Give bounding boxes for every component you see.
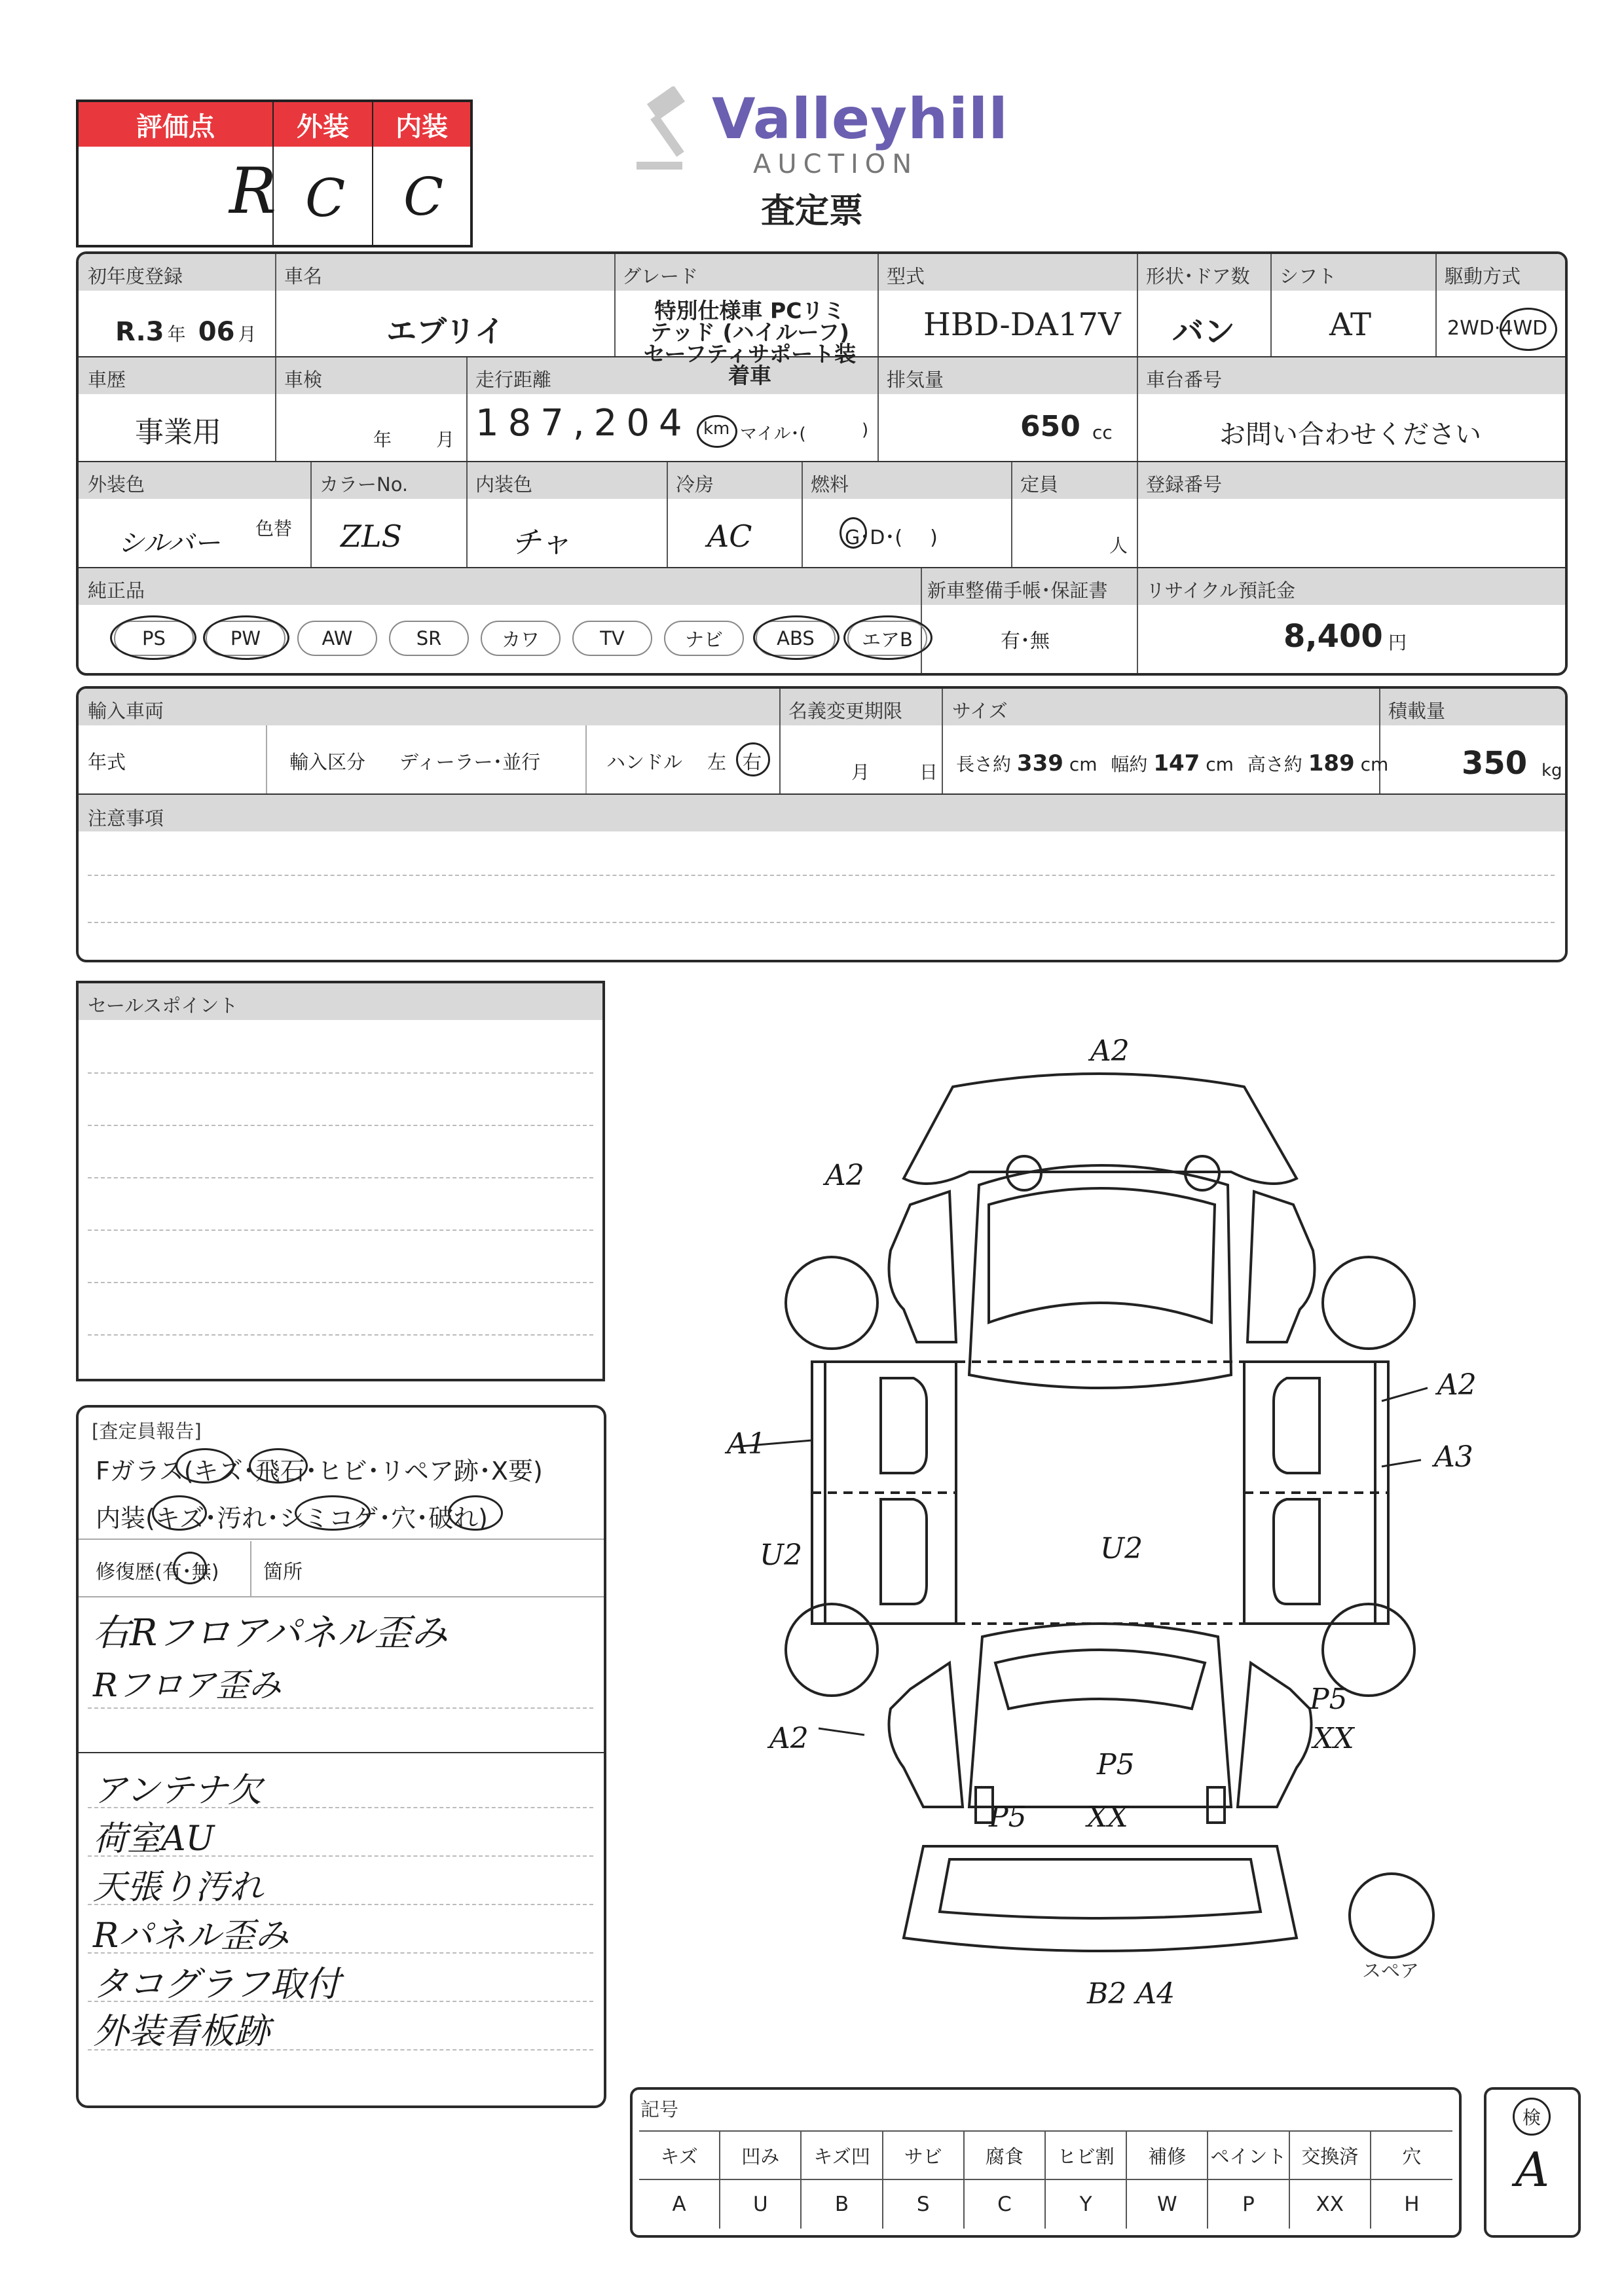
interior-label: 内装 — [373, 102, 470, 147]
history-value: 事業用 — [135, 416, 221, 449]
mark-bumper: B2 A4 — [1087, 1977, 1175, 2011]
legend-name-corrosion: 腐食 — [965, 2132, 1046, 2180]
grade-box — [76, 100, 473, 247]
logo — [630, 86, 1008, 231]
legend-code-c: C — [965, 2180, 1046, 2229]
spare-label: スペア — [1362, 1959, 1420, 1982]
displacement-value: 650 — [1020, 410, 1080, 443]
int-color-value: チャ — [511, 524, 570, 560]
handle-label: ハンドル — [606, 751, 683, 773]
manual-label: 新車整備手帳･保証書 — [927, 579, 1108, 602]
inspector-title: [査定員報告] — [92, 1420, 202, 1442]
recycle-unit: 円 — [1388, 632, 1407, 653]
car-name-value: エブリイ — [386, 314, 505, 349]
legend-name-crack: ヒビ割 — [1046, 2132, 1127, 2180]
size-values: 長さ約 339 cm 幅約 147 cm 高さ約 189 cm — [956, 750, 1389, 776]
interior-scratch-circle — [152, 1495, 207, 1531]
other-note-4: Rパネル歪み — [93, 1916, 289, 1956]
brand-name: Valleyhill — [712, 86, 1008, 152]
mileage-value: 187,204 — [475, 402, 692, 445]
legend-code-h: H — [1404, 2193, 1420, 2216]
legend-code-s: S — [883, 2180, 965, 2229]
int-color-label: 内装色 — [475, 473, 533, 496]
other-note-3: 天張り汚れ — [93, 1868, 264, 1907]
mileage-label: 走行距離 — [475, 369, 552, 391]
mileage-mile: マイル･( — [740, 424, 806, 444]
gavel-icon — [630, 86, 709, 178]
legend-name-paint: ペイント — [1208, 2132, 1289, 2180]
ac-label: 冷房 — [676, 473, 714, 496]
ext-color-label: 外装色 — [88, 473, 145, 496]
legend-code-a: A — [639, 2180, 720, 2229]
car-diagram — [707, 1034, 1493, 2056]
recycle-label: リサイクル預託金 — [1146, 579, 1295, 602]
check-value: A — [1515, 2142, 1549, 2197]
body-label: 形状･ドア数 — [1146, 265, 1250, 287]
inspection-month-unit: 月 — [436, 429, 455, 450]
grade-field-label: グレード — [622, 265, 699, 287]
mark-rear-left-a2: A2 — [769, 1722, 809, 1755]
repair-note-1: 右Rフロアパネル歪み — [93, 1612, 448, 1654]
load-label: 積載量 — [1388, 700, 1446, 722]
option-abs: ABS — [756, 621, 836, 656]
legend-name-scratch: キズ — [639, 2132, 720, 2180]
notes-label: 注意事項 — [88, 807, 164, 829]
legend-name-hole: 穴 — [1371, 2132, 1452, 2180]
option-ps: PS — [114, 621, 194, 656]
legend-code-p: P — [1208, 2180, 1289, 2229]
import-type-label: 輸入区分 — [289, 751, 366, 773]
first-reg-label: 初年度登録 — [88, 265, 183, 287]
repair-history: 修復歴(有･無) — [96, 1561, 219, 1584]
load-unit: kg — [1541, 761, 1562, 780]
mark-right-a3: A3 — [1434, 1440, 1473, 1474]
model-value: HBD-DA17V — [923, 306, 1121, 343]
capacity-unit: 人 — [1109, 535, 1128, 556]
color-no-label: カラーNo. — [320, 473, 409, 496]
recycle-value: 8,400 — [1283, 618, 1383, 655]
name-change-label: 名義変更期限 — [788, 700, 903, 722]
name-change-day: 日 — [919, 761, 938, 783]
model-label: 型式 — [887, 265, 925, 287]
body-value: バン — [1172, 314, 1236, 350]
sales-point-box — [76, 981, 605, 1381]
option-sr: SR — [389, 621, 469, 656]
spec-box — [76, 251, 1568, 676]
mileage-km: km — [703, 419, 730, 439]
fglass-chip-circle — [249, 1448, 308, 1484]
mark-left-u2: U2 — [760, 1539, 803, 1572]
sales-point-label: セールスポイント — [88, 994, 238, 1017]
repaint-label: 色替 — [255, 518, 293, 539]
color-no-value: ZLS — [341, 519, 403, 554]
option-leather: カワ — [481, 621, 561, 656]
load-value: 350 — [1462, 745, 1528, 782]
mark-rear-right-p5: P5 — [1310, 1683, 1348, 1716]
handle-right: 右 — [743, 751, 762, 773]
displacement-unit: cc — [1092, 422, 1113, 443]
car-name-label: 車名 — [284, 265, 323, 287]
size-label: サイズ — [952, 700, 1008, 722]
name-change-month: 月 — [851, 761, 870, 783]
legend-code-u: U — [720, 2180, 802, 2229]
import-box — [76, 686, 1568, 962]
first-reg-value: R.3 年 06 月 — [115, 317, 257, 347]
fuel-label: 燃料 — [811, 473, 849, 496]
legend-name-scratch-dent: キズ凹 — [802, 2132, 883, 2180]
legend-title: 記号 — [640, 2098, 679, 2121]
other-note-2: 荷室AU — [93, 1819, 215, 1859]
fuel-value: G･D･( ) — [845, 526, 938, 549]
exterior-label: 外装 — [274, 102, 372, 147]
shift-value: AT — [1329, 306, 1372, 343]
drive-4wd-circle — [1500, 308, 1557, 351]
genuine-label: 純正品 — [88, 579, 145, 602]
other-note-1: アンテナ欠 — [93, 1771, 262, 1810]
mileage-close: ) — [862, 420, 869, 440]
fuel-g-circle — [840, 517, 867, 549]
grade-label: 評価点 — [79, 102, 272, 147]
legend-code-y: Y — [1046, 2180, 1127, 2229]
location-label: 箇所 — [263, 1561, 303, 1584]
interior-tear-circle — [448, 1495, 503, 1531]
brand-sub: AUCTION — [753, 149, 919, 179]
handle-left: 左 — [707, 751, 727, 773]
mark-front-left-a2: A2 — [825, 1159, 864, 1192]
mark-left-a1: A1 — [727, 1427, 766, 1461]
legend-code-xx: XX — [1290, 2180, 1371, 2229]
other-note-5: タコグラフ取付 — [93, 1963, 341, 2005]
check-box — [1484, 2087, 1581, 2238]
legend-code-w: W — [1127, 2180, 1208, 2229]
legend-name-replaced: 交換済 — [1290, 2132, 1371, 2180]
import-year-label: 年式 — [88, 751, 126, 773]
capacity-label: 定員 — [1020, 473, 1059, 496]
interior-stain-circle — [295, 1495, 371, 1531]
option-aw: AW — [297, 621, 377, 656]
reg-no-label: 登録番号 — [1146, 473, 1223, 496]
ext-color-value: シルバー — [118, 528, 221, 558]
fglass-scratch-circle — [175, 1448, 234, 1484]
mark-rear-xx: XX — [1087, 1800, 1128, 1834]
drive-label: 駆動方式 — [1445, 265, 1521, 287]
shift-label: シフト — [1280, 265, 1337, 287]
option-pw: PW — [206, 621, 286, 656]
option-navi: ナビ — [664, 621, 744, 656]
chassis-value: お問い合わせください — [1219, 420, 1481, 450]
option-airbag-circle — [843, 615, 932, 660]
ac-value: AC — [707, 519, 752, 554]
exterior-value: C — [305, 168, 346, 228]
repair-note-2: Rフロア歪み — [93, 1666, 282, 1704]
check-label: 検 — [1513, 2098, 1551, 2136]
legend-name-repair: 補修 — [1127, 2132, 1208, 2180]
mark-top-a2: A2 — [1090, 1034, 1130, 1068]
legend-name-dent: 凹み — [720, 2132, 802, 2180]
option-pw-circle — [203, 615, 289, 660]
chassis-label: 車台番号 — [1146, 369, 1223, 391]
other-note-6: 外装看板跡 — [93, 2011, 270, 2052]
option-tv: TV — [572, 621, 652, 656]
option-abs-circle — [753, 615, 840, 660]
option-ps-circle — [110, 615, 196, 660]
fglass-line: Fガラス(キズ･飛石･ヒビ･リペア跡･X要) — [96, 1457, 543, 1485]
import-type-value: ディーラー･並行 — [399, 751, 541, 773]
grade-value-text: 特別仕様車 PCリミ テッド (ハイルーフ) セーフティサポート装 着車 — [643, 298, 857, 388]
mark-right-a2: A2 — [1437, 1368, 1477, 1402]
grade-value: R — [229, 155, 277, 228]
inspector-box — [76, 1405, 606, 2108]
interior-value: C — [403, 166, 444, 227]
import-label: 輸入車両 — [88, 700, 164, 722]
history-label: 車歴 — [88, 369, 126, 391]
interior-line: 内装(キズ･汚れ･シミコゲ･穴･破れ) — [96, 1504, 488, 1533]
drive-value: 2WD·4WD — [1447, 317, 1548, 340]
inspection-year-unit: 年 — [373, 429, 392, 450]
handle-right-circle — [736, 742, 770, 776]
displacement-label: 排気量 — [887, 369, 944, 391]
legend-name-rust: サビ — [883, 2132, 965, 2180]
document-title: 査定票 — [761, 192, 864, 231]
mark-rear-right-xx: XX — [1313, 1722, 1354, 1755]
mark-roof-u2: U2 — [1100, 1532, 1143, 1565]
legend-box — [630, 2087, 1462, 2238]
legend-code-b: B — [802, 2180, 883, 2229]
manual-value: 有･無 — [1001, 630, 1050, 653]
option-airbag: エアB — [847, 621, 927, 656]
inspection-label: 車検 — [284, 369, 323, 391]
repair-yes-circle — [173, 1552, 207, 1584]
mileage-km-circle — [697, 415, 737, 448]
mark-rear-gate-p5: P5 — [989, 1800, 1027, 1834]
mark-rear-p5: P5 — [1097, 1748, 1135, 1781]
